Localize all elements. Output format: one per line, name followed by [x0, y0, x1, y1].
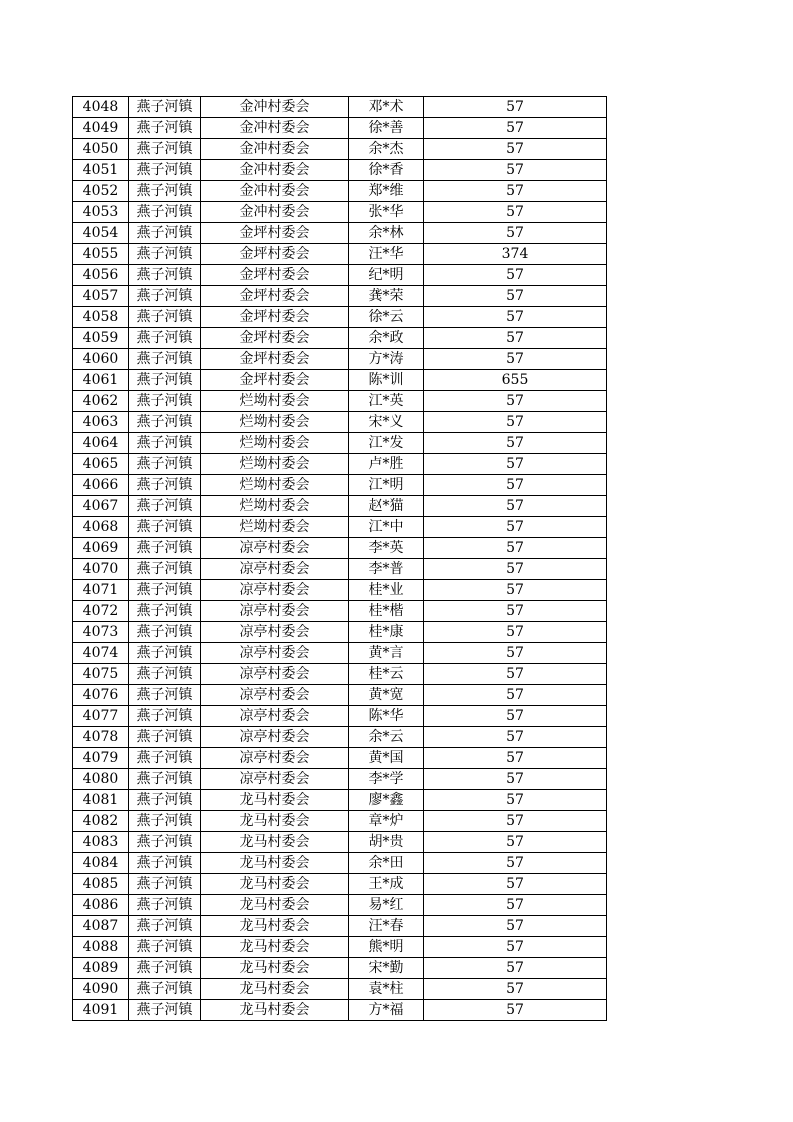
- table-row: [73, 349, 607, 370]
- row-number: 4063: [73, 412, 129, 433]
- village-cell: 金坪村委会: [201, 307, 349, 328]
- amount-cell: 57: [424, 769, 607, 790]
- row-number: 4069: [73, 538, 129, 559]
- name-cell: 余*政: [349, 328, 424, 349]
- name-cell: 陈*华: [349, 706, 424, 727]
- name-cell: 桂*楷: [349, 601, 424, 622]
- town-cell: 燕子河镇: [129, 559, 201, 580]
- table-row: [73, 895, 607, 916]
- table-row: [73, 139, 607, 160]
- row-number: 4075: [73, 664, 129, 685]
- table-row: [73, 223, 607, 244]
- amount-cell: 57: [424, 979, 607, 1000]
- table-row: [73, 622, 607, 643]
- town-cell: 燕子河镇: [129, 727, 201, 748]
- village-cell: 金坪村委会: [201, 223, 349, 244]
- amount-cell: 57: [424, 601, 607, 622]
- name-cell: 桂*云: [349, 664, 424, 685]
- name-cell: 赵*猫: [349, 496, 424, 517]
- table-row: [73, 370, 607, 391]
- name-cell: 黄*宽: [349, 685, 424, 706]
- name-cell: 方*涛: [349, 349, 424, 370]
- town-cell: 燕子河镇: [129, 601, 201, 622]
- table-row: [73, 475, 607, 496]
- town-cell: 燕子河镇: [129, 517, 201, 538]
- amount-cell: 57: [424, 685, 607, 706]
- town-cell: 燕子河镇: [129, 979, 201, 1000]
- table-row: [73, 748, 607, 769]
- row-number: 4053: [73, 202, 129, 223]
- table-row: [73, 706, 607, 727]
- town-cell: 燕子河镇: [129, 853, 201, 874]
- name-cell: 纪*明: [349, 265, 424, 286]
- town-cell: 燕子河镇: [129, 580, 201, 601]
- village-cell: 金坪村委会: [201, 244, 349, 265]
- village-cell: 龙马村委会: [201, 853, 349, 874]
- village-cell: 龙马村委会: [201, 937, 349, 958]
- town-cell: 燕子河镇: [129, 349, 201, 370]
- town-cell: 燕子河镇: [129, 748, 201, 769]
- amount-cell: 57: [424, 202, 607, 223]
- name-cell: 宋*义: [349, 412, 424, 433]
- row-number: 4073: [73, 622, 129, 643]
- name-cell: 易*红: [349, 895, 424, 916]
- table-row: [73, 853, 607, 874]
- row-number: 4059: [73, 328, 129, 349]
- row-number: 4058: [73, 307, 129, 328]
- village-cell: 凉亭村委会: [201, 559, 349, 580]
- amount-cell: 57: [424, 916, 607, 937]
- village-cell: 龙马村委会: [201, 811, 349, 832]
- amount-cell: 57: [424, 160, 607, 181]
- town-cell: 燕子河镇: [129, 202, 201, 223]
- village-cell: 凉亭村委会: [201, 769, 349, 790]
- table-row: [73, 391, 607, 412]
- town-cell: 燕子河镇: [129, 307, 201, 328]
- row-number: 4060: [73, 349, 129, 370]
- amount-cell: 57: [424, 286, 607, 307]
- row-number: 4086: [73, 895, 129, 916]
- village-cell: 烂坳村委会: [201, 412, 349, 433]
- amount-cell: 57: [424, 1000, 607, 1021]
- amount-cell: 57: [424, 97, 607, 118]
- row-number: 4054: [73, 223, 129, 244]
- table-row: [73, 769, 607, 790]
- town-cell: 燕子河镇: [129, 832, 201, 853]
- name-cell: 江*发: [349, 433, 424, 454]
- name-cell: 余*林: [349, 223, 424, 244]
- table-row: [73, 118, 607, 139]
- amount-cell: 57: [424, 307, 607, 328]
- table-row: [73, 580, 607, 601]
- table-row: [73, 685, 607, 706]
- amount-cell: 57: [424, 832, 607, 853]
- town-cell: 燕子河镇: [129, 643, 201, 664]
- village-cell: 金坪村委会: [201, 370, 349, 391]
- town-cell: 燕子河镇: [129, 160, 201, 181]
- village-cell: 金冲村委会: [201, 139, 349, 160]
- amount-cell: 57: [424, 727, 607, 748]
- town-cell: 燕子河镇: [129, 244, 201, 265]
- name-cell: 桂*业: [349, 580, 424, 601]
- name-cell: 卢*胜: [349, 454, 424, 475]
- name-cell: 徐*善: [349, 118, 424, 139]
- name-cell: 宋*勤: [349, 958, 424, 979]
- town-cell: 燕子河镇: [129, 664, 201, 685]
- village-cell: 龙马村委会: [201, 958, 349, 979]
- name-cell: 余*杰: [349, 139, 424, 160]
- subsidy-table: [72, 96, 607, 1021]
- table-row: [73, 937, 607, 958]
- village-cell: 凉亭村委会: [201, 580, 349, 601]
- amount-cell: 57: [424, 874, 607, 895]
- name-cell: 黄*言: [349, 643, 424, 664]
- amount-cell: 57: [424, 937, 607, 958]
- town-cell: 燕子河镇: [129, 412, 201, 433]
- table-row: [73, 181, 607, 202]
- name-cell: 邓*术: [349, 97, 424, 118]
- name-cell: 李*普: [349, 559, 424, 580]
- row-number: 4068: [73, 517, 129, 538]
- amount-cell: 57: [424, 580, 607, 601]
- village-cell: 金坪村委会: [201, 328, 349, 349]
- row-number: 4066: [73, 475, 129, 496]
- amount-cell: 57: [424, 517, 607, 538]
- town-cell: 燕子河镇: [129, 811, 201, 832]
- row-number: 4087: [73, 916, 129, 937]
- village-cell: 金坪村委会: [201, 349, 349, 370]
- amount-cell: 57: [424, 559, 607, 580]
- town-cell: 燕子河镇: [129, 874, 201, 895]
- name-cell: 张*华: [349, 202, 424, 223]
- amount-cell: 57: [424, 811, 607, 832]
- village-cell: 龙马村委会: [201, 895, 349, 916]
- amount-cell: 57: [424, 412, 607, 433]
- table-row: [73, 979, 607, 1000]
- town-cell: 燕子河镇: [129, 454, 201, 475]
- village-cell: 龙马村委会: [201, 790, 349, 811]
- row-number: 4048: [73, 97, 129, 118]
- town-cell: 燕子河镇: [129, 496, 201, 517]
- town-cell: 燕子河镇: [129, 286, 201, 307]
- amount-cell: 57: [424, 664, 607, 685]
- name-cell: 龚*荣: [349, 286, 424, 307]
- row-number: 4091: [73, 1000, 129, 1021]
- amount-cell: 57: [424, 181, 607, 202]
- town-cell: 燕子河镇: [129, 139, 201, 160]
- amount-cell: 57: [424, 139, 607, 160]
- village-cell: 凉亭村委会: [201, 706, 349, 727]
- village-cell: 凉亭村委会: [201, 685, 349, 706]
- row-number: 4079: [73, 748, 129, 769]
- town-cell: 燕子河镇: [129, 685, 201, 706]
- village-cell: 龙马村委会: [201, 1000, 349, 1021]
- name-cell: 方*福: [349, 1000, 424, 1021]
- table-row: [73, 496, 607, 517]
- village-cell: 龙马村委会: [201, 979, 349, 1000]
- table-body: [73, 97, 607, 1021]
- row-number: 4057: [73, 286, 129, 307]
- table-row: [73, 664, 607, 685]
- village-cell: 金冲村委会: [201, 202, 349, 223]
- name-cell: 李*学: [349, 769, 424, 790]
- amount-cell: 57: [424, 853, 607, 874]
- name-cell: 章*炉: [349, 811, 424, 832]
- village-cell: 金冲村委会: [201, 181, 349, 202]
- name-cell: 徐*香: [349, 160, 424, 181]
- village-cell: 金坪村委会: [201, 265, 349, 286]
- row-number: 4080: [73, 769, 129, 790]
- village-cell: 金坪村委会: [201, 286, 349, 307]
- town-cell: 燕子河镇: [129, 622, 201, 643]
- row-number: 4051: [73, 160, 129, 181]
- village-cell: 金冲村委会: [201, 97, 349, 118]
- village-cell: 龙马村委会: [201, 874, 349, 895]
- name-cell: 汪*华: [349, 244, 424, 265]
- village-cell: 凉亭村委会: [201, 643, 349, 664]
- row-number: 4064: [73, 433, 129, 454]
- village-cell: 金冲村委会: [201, 118, 349, 139]
- row-number: 4085: [73, 874, 129, 895]
- table-row: [73, 412, 607, 433]
- row-number: 4056: [73, 265, 129, 286]
- amount-cell: 57: [424, 475, 607, 496]
- row-number: 4077: [73, 706, 129, 727]
- village-cell: 凉亭村委会: [201, 538, 349, 559]
- row-number: 4074: [73, 643, 129, 664]
- row-number: 4071: [73, 580, 129, 601]
- amount-cell: 57: [424, 454, 607, 475]
- amount-cell: 374: [424, 244, 607, 265]
- town-cell: 燕子河镇: [129, 769, 201, 790]
- table-row: [73, 286, 607, 307]
- amount-cell: 655: [424, 370, 607, 391]
- village-cell: 凉亭村委会: [201, 727, 349, 748]
- table-row: [73, 790, 607, 811]
- town-cell: 燕子河镇: [129, 895, 201, 916]
- village-cell: 凉亭村委会: [201, 622, 349, 643]
- row-number: 4090: [73, 979, 129, 1000]
- amount-cell: 57: [424, 391, 607, 412]
- table-row: [73, 811, 607, 832]
- amount-cell: 57: [424, 895, 607, 916]
- town-cell: 燕子河镇: [129, 391, 201, 412]
- village-cell: 烂坳村委会: [201, 475, 349, 496]
- village-cell: 凉亭村委会: [201, 664, 349, 685]
- table-row: [73, 874, 607, 895]
- town-cell: 燕子河镇: [129, 265, 201, 286]
- row-number: 4065: [73, 454, 129, 475]
- amount-cell: 57: [424, 748, 607, 769]
- row-number: 4052: [73, 181, 129, 202]
- row-number: 4061: [73, 370, 129, 391]
- amount-cell: 57: [424, 706, 607, 727]
- table-row: [73, 916, 607, 937]
- table-row: [73, 517, 607, 538]
- table-row: [73, 454, 607, 475]
- row-number: 4082: [73, 811, 129, 832]
- town-cell: 燕子河镇: [129, 958, 201, 979]
- amount-cell: 57: [424, 349, 607, 370]
- town-cell: 燕子河镇: [129, 706, 201, 727]
- row-number: 4088: [73, 937, 129, 958]
- row-number: 4078: [73, 727, 129, 748]
- name-cell: 熊*明: [349, 937, 424, 958]
- row-number: 4072: [73, 601, 129, 622]
- name-cell: 郑*维: [349, 181, 424, 202]
- village-cell: 金冲村委会: [201, 160, 349, 181]
- village-cell: 烂坳村委会: [201, 433, 349, 454]
- row-number: 4049: [73, 118, 129, 139]
- town-cell: 燕子河镇: [129, 538, 201, 559]
- table-row: [73, 328, 607, 349]
- amount-cell: 57: [424, 958, 607, 979]
- amount-cell: 57: [424, 622, 607, 643]
- row-number: 4062: [73, 391, 129, 412]
- row-number: 4076: [73, 685, 129, 706]
- name-cell: 余*云: [349, 727, 424, 748]
- village-cell: 凉亭村委会: [201, 748, 349, 769]
- table-row: [73, 307, 607, 328]
- row-number: 4055: [73, 244, 129, 265]
- amount-cell: 57: [424, 265, 607, 286]
- name-cell: 李*英: [349, 538, 424, 559]
- name-cell: 汪*春: [349, 916, 424, 937]
- row-number: 4083: [73, 832, 129, 853]
- table-row: [73, 727, 607, 748]
- village-cell: 烂坳村委会: [201, 496, 349, 517]
- name-cell: 徐*云: [349, 307, 424, 328]
- name-cell: 黄*国: [349, 748, 424, 769]
- table-row: [73, 160, 607, 181]
- village-cell: 龙马村委会: [201, 916, 349, 937]
- row-number: 4081: [73, 790, 129, 811]
- table-row: [73, 538, 607, 559]
- name-cell: 桂*康: [349, 622, 424, 643]
- row-number: 4050: [73, 139, 129, 160]
- table-row: [73, 643, 607, 664]
- name-cell: 余*田: [349, 853, 424, 874]
- town-cell: 燕子河镇: [129, 1000, 201, 1021]
- table-row: [73, 832, 607, 853]
- row-number: 4070: [73, 559, 129, 580]
- town-cell: 燕子河镇: [129, 223, 201, 244]
- amount-cell: 57: [424, 790, 607, 811]
- table-row: [73, 559, 607, 580]
- village-cell: 烂坳村委会: [201, 454, 349, 475]
- table-row: [73, 244, 607, 265]
- village-cell: 龙马村委会: [201, 832, 349, 853]
- name-cell: 袁*柱: [349, 979, 424, 1000]
- town-cell: 燕子河镇: [129, 433, 201, 454]
- table-row: [73, 1000, 607, 1021]
- name-cell: 江*英: [349, 391, 424, 412]
- name-cell: 江*明: [349, 475, 424, 496]
- town-cell: 燕子河镇: [129, 181, 201, 202]
- amount-cell: 57: [424, 328, 607, 349]
- name-cell: 廖*鑫: [349, 790, 424, 811]
- town-cell: 燕子河镇: [129, 916, 201, 937]
- town-cell: 燕子河镇: [129, 790, 201, 811]
- name-cell: 陈*训: [349, 370, 424, 391]
- table-row: [73, 958, 607, 979]
- amount-cell: 57: [424, 118, 607, 139]
- row-number: 4084: [73, 853, 129, 874]
- table-row: [73, 97, 607, 118]
- table-row: [73, 601, 607, 622]
- amount-cell: 57: [424, 496, 607, 517]
- town-cell: 燕子河镇: [129, 118, 201, 139]
- amount-cell: 57: [424, 643, 607, 664]
- row-number: 4067: [73, 496, 129, 517]
- amount-cell: 57: [424, 538, 607, 559]
- village-cell: 烂坳村委会: [201, 517, 349, 538]
- village-cell: 烂坳村委会: [201, 391, 349, 412]
- row-number: 4089: [73, 958, 129, 979]
- table-row: [73, 265, 607, 286]
- name-cell: 江*中: [349, 517, 424, 538]
- table-row: [73, 433, 607, 454]
- town-cell: 燕子河镇: [129, 97, 201, 118]
- town-cell: 燕子河镇: [129, 328, 201, 349]
- name-cell: 胡*贵: [349, 832, 424, 853]
- amount-cell: 57: [424, 223, 607, 244]
- name-cell: 王*成: [349, 874, 424, 895]
- village-cell: 凉亭村委会: [201, 601, 349, 622]
- town-cell: 燕子河镇: [129, 475, 201, 496]
- town-cell: 燕子河镇: [129, 937, 201, 958]
- town-cell: 燕子河镇: [129, 370, 201, 391]
- amount-cell: 57: [424, 433, 607, 454]
- table-row: [73, 202, 607, 223]
